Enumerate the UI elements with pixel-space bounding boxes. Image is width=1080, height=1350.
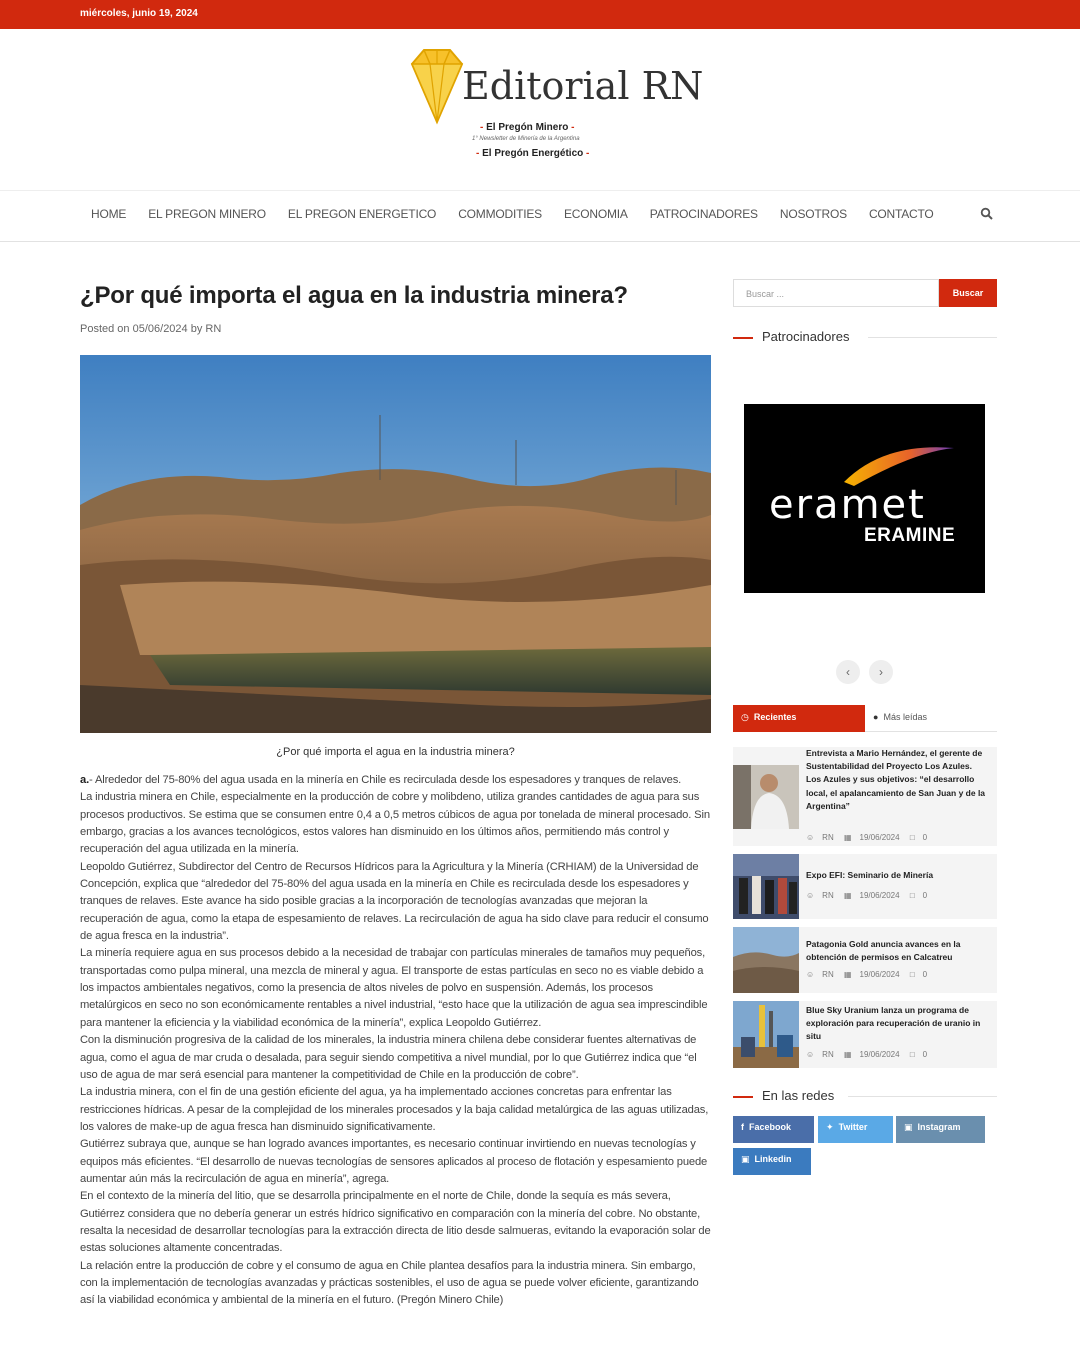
sidebar-search-button[interactable]: Buscar	[939, 279, 997, 307]
user-icon: ☺	[806, 833, 815, 842]
flame-icon: ●	[873, 712, 879, 722]
sponsors-widget-title: Patrocinadores	[733, 329, 997, 345]
facebook-icon: f	[741, 1122, 744, 1132]
twitter-icon: ✦	[826, 1122, 834, 1132]
post-title[interactable]: Entrevista a Mario Hernández, el gerente de Sustentabilidad del Proyecto Los Azules. Los Azules y sus objetivos: “el desarrollo local, el apalancamiento de San Juan y de la Argentina”	[806, 748, 986, 811]
article-paragraph: En el contexto de la minería del litio, que se desarrolla principalmente en el norte de Chile, donde la sequía es más severa, Gutiérrez considera que no debería generar un estrés hídrico significativo en comparación con la minería del cobre. No obstante, resalta la necesidad de desarrollar tecnologías para la extracción directa de litio desde salmueras, evitando la evaporación solar de estas soluciones altamente concentradas.	[80, 1190, 711, 1255]
sponsor-name: eramet	[769, 482, 926, 528]
facebook-button[interactable]: f Facebook	[733, 1116, 814, 1143]
post-title[interactable]: Expo EFI: Seminario de Minería	[806, 870, 934, 880]
article-paragraph: La industria minera, con el fin de una gestión eficiente del agua, ya ha implementado acciones concretas para enfrentar las restricciones hídricas. A pesar de la complejidad de los minerales procesados y la baja calidad metalúrgica de las aguas utilizadas, los valores de make-up de agua fresca han disminuido significativamente.	[80, 1086, 709, 1133]
instagram-button[interactable]: ▣ Instagram	[896, 1116, 985, 1143]
main-nav	[0, 190, 1080, 242]
clock-icon: ◷	[741, 712, 749, 722]
sponsor-sub: ERAMINE	[864, 525, 956, 546]
instagram-icon: ▣	[904, 1122, 913, 1132]
article-title: ¿Por qué importa el agua en la industria minera?	[80, 282, 628, 309]
logo-line-3: - El Pregón Energético -	[476, 148, 590, 159]
recent-post-item[interactable]	[733, 854, 997, 919]
article-paragraph: La relación entre la producción de cobre y el consumo de agua en Chile plantea desafíos para la industria minera. Sin embargo, con la implementación de tecnologías avanzadas y prácticas sostenibles, el uso de agua se puede volver eficiente, garantizando así la viabilidad económica y ambiental de la minería en el futuro. (Pregón Minero Chile)	[80, 1259, 699, 1307]
post-thumbnail[interactable]	[733, 854, 799, 919]
sidebar-search-input[interactable]: Buscar ...	[733, 279, 939, 307]
recent-post-item[interactable]	[733, 927, 997, 993]
nav-item-el-pregon-energetico[interactable]: EL PREGON ENERGETICO	[287, 207, 437, 221]
nav-item-contacto[interactable]: CONTACTO	[868, 207, 934, 221]
article-body	[80, 772, 711, 1350]
social-widget-title: En las redes	[733, 1088, 997, 1104]
post-meta: ☺ RN ▦ 19/06/2024 □ 0	[806, 1050, 928, 1059]
current-date: miércoles, junio 19, 2024	[80, 8, 198, 19]
recent-post-item[interactable]	[733, 1001, 997, 1068]
calendar-icon: ▦	[843, 970, 852, 979]
logo-line-1: - El Pregón Minero -	[480, 122, 575, 133]
post-thumbnail[interactable]	[733, 765, 799, 829]
recent-post-item[interactable]	[733, 747, 997, 846]
user-icon: ☺	[806, 970, 815, 979]
hero-caption: ¿Por qué importa el agua en la industria minera?	[276, 746, 515, 758]
comment-icon: □	[909, 1050, 915, 1059]
calendar-icon: ▦	[843, 1050, 852, 1059]
top-bar	[0, 0, 1080, 29]
tab-mas-leidas[interactable]: ● Más leídas	[873, 712, 927, 722]
post-meta: ☺ RN ▦ 19/06/2024 □ 0	[806, 891, 928, 900]
logo-line-2: 1° Newsletter de Minería de la Argentina	[472, 136, 580, 142]
comment-icon: □	[909, 891, 915, 900]
sponsor-banner-eramet[interactable]	[744, 404, 985, 593]
diamond-logo-icon	[408, 46, 466, 126]
tab-recientes[interactable]: ◷ Recientes	[733, 705, 865, 732]
brand-name: Editorial RN	[462, 64, 704, 108]
nav-item-home[interactable]: HOME	[91, 207, 127, 221]
post-thumbnail[interactable]	[733, 1001, 799, 1068]
carousel-prev-button[interactable]: ‹	[836, 660, 860, 684]
post-title[interactable]: Blue Sky Uranium lanza un programa de exploración para recuperación de uranio in situ	[806, 1005, 981, 1042]
nav-item-nosotros[interactable]: NOSOTROS	[779, 207, 847, 221]
twitter-button[interactable]: ✦ Twitter	[818, 1116, 893, 1143]
article-meta: Posted on 05/06/2024 by RN	[80, 323, 222, 335]
linkedin-icon: ▣	[741, 1154, 750, 1164]
article-date-link[interactable]: 05/06/2024	[132, 323, 188, 335]
nav-item-economia[interactable]: ECONOMIA	[564, 207, 628, 221]
article-paragraph: La industria minera en Chile, especialmente en la producción de cobre y molibdeno, utiliza grandes cantidades de agua para sus procesos productivos. Se estima que se consumen entre 0,4 a 0,5 metros cúbicos de agua por tonelada de mineral procesado. Sin embargo, gracias a los avances tecnológicos, estos valores han disminuido en los últimos años, permitiendo más control y recuperación del agua utilizada en la minería.	[80, 791, 710, 856]
calendar-icon: ▦	[843, 891, 852, 900]
carousel-next-button[interactable]: ›	[869, 660, 893, 684]
article-lead: a.- Alrededor del 75-80% del agua usada en la minería en Chile es recirculada desde los espesadores y tranques de relaves.	[80, 774, 682, 786]
comment-icon: □	[909, 833, 915, 842]
article-hero-image	[80, 355, 711, 733]
user-icon: ☺	[806, 1050, 815, 1059]
post-meta: ☺ RN ▦ 19/06/2024 □ 0	[806, 970, 928, 979]
article-paragraph: Gutiérrez subraya que, aunque se han logrado avances importantes, es necesario continuar invirtiendo en nuevas tecnologías y equipos más eficientes. “El desarrollo de nuevas tecnologías de sensores aplicados al proceso de flotación y espesamiento puede aumentar aún más la recirculación de agua en minería”, agrega.	[80, 1138, 708, 1185]
article-paragraph: Con la disminución progresiva de la calidad de los minerales, la industria minera chilena debe considerar fuentes alternativas de agua, como el agua de mar cruda o desalada, para seguir siendo competitiva a nivel mundial, por lo que Gutiérrez indica que “el uso de agua de mar será esencial para mantener la competitividad de Chile en la producción de cobre”.	[80, 1034, 697, 1081]
post-title[interactable]: Patagonia Gold anuncia avances en la obtención de permisos en Calcatreu	[806, 939, 961, 963]
posts-tabs	[733, 705, 997, 732]
post-meta: ☺ RN ▦ 19/06/2024 □ 0	[806, 833, 928, 842]
nav-item-patrocinadores[interactable]: PATROCINADORES	[649, 207, 758, 221]
post-thumbnail[interactable]	[733, 927, 799, 993]
comment-icon: □	[909, 970, 915, 979]
nav-item-commodities[interactable]: COMMODITIES	[458, 207, 542, 221]
calendar-icon: ▦	[843, 833, 852, 842]
linkedin-button[interactable]: ▣ Linkedin	[733, 1148, 811, 1175]
site-logo[interactable]	[400, 40, 704, 170]
article-paragraph: La minería requiere agua en sus procesos debido a la necesidad de trabajar con partículas minerales de tamaños muy pequeños, transportadas como pulpa mineral, una mezcla de mineral y agua. El transporte de estas partículas en seco no es viable debido a los impactos ambientales negativos, como la presencia de altos niveles de polvo en suspensión. Además, los procesos metalúrgicos en seco no son económicamente rentables a nivel industrial, “esto hace que la utilización de agua sea imprescindible para mantener la eficiencia y la viabilidad económica de la minería”, explica Leopoldo Gutiérrez.	[80, 947, 708, 1029]
search-icon[interactable]	[980, 207, 994, 221]
nav-item-el-pregon-minero[interactable]: EL PREGON MINERO	[148, 207, 266, 221]
article-author-link[interactable]: RN	[205, 323, 222, 335]
user-icon: ☺	[806, 891, 815, 900]
article-paragraph: Leopoldo Gutiérrez, Subdirector del Centro de Recursos Hídricos para la Agricultura y la Minería (CRHIAM) de la Universidad de Concepción, explica que “alrededor del 75-80% del agua usada en la minería en Chile es recirculada desde los espesadores y tranques de relaves. Este avance ha sido posible gracias a la incorporación de tecnologías avanzadas que mejoran la recuperación de agua, como la etapa de espesamiento de relaves. La recirculación de agua ha sido clave para reducir el consumo de agua fresca en la industria”.	[80, 860, 709, 943]
